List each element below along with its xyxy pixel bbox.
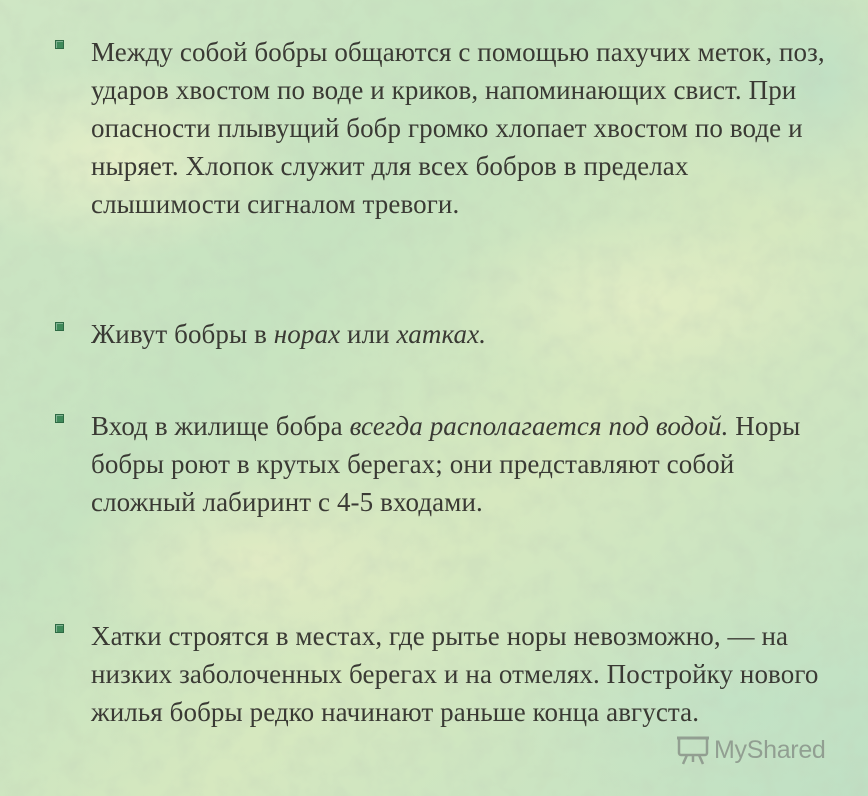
square-bullet-icon	[55, 414, 64, 423]
bullet-item	[55, 33, 825, 223]
text-run: Норы бобры роют в крутых берегах; они представляют собой сложный лабиринт с 4-5 входами.	[91, 411, 801, 517]
watermark	[676, 732, 826, 768]
bullet-item	[55, 407, 825, 521]
text-run: Между собой бобры общаются с помощью пахучих меток, поз, ударов хвостом по воде и криков, напоминающих свист. При опасности плывущий бобр громко хлопает хвостом по воде и ныряет. Хлопок служит для всех бобров в пределах слышимости сигналом тревоги.	[91, 37, 825, 219]
bullet-text	[91, 33, 825, 223]
square-bullet-icon	[55, 322, 64, 331]
bullet-text	[91, 407, 825, 521]
bullet-item	[55, 617, 825, 731]
bullet-text	[91, 617, 825, 731]
text-run: или	[340, 319, 397, 349]
square-bullet-icon	[55, 40, 64, 49]
text-run: Хатки строятся в местах, где рытье норы невозможно, — на низких заболоченных берегах и на отмелях. Постройку нового жилья бобры редко начинают раньше конца августа.	[91, 621, 819, 727]
square-bullet-icon	[55, 624, 64, 633]
bullet-text	[91, 315, 825, 353]
bullet-item	[55, 315, 825, 353]
text-run: Вход в жилище бобра	[91, 411, 350, 441]
text-run: Живут бобры в	[91, 319, 274, 349]
italic-text-run: всегда располагается под водой.	[349, 411, 729, 441]
presentation-board-icon	[676, 735, 710, 765]
watermark-text: MyShared	[714, 735, 826, 764]
italic-text-run: хатках.	[396, 319, 487, 349]
italic-text-run: норах	[273, 319, 341, 349]
